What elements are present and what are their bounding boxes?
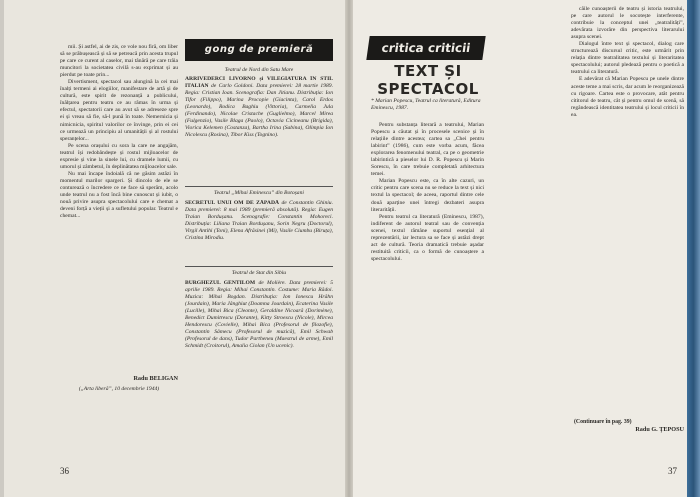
divider [185, 266, 333, 267]
section-banner: gong de premieră [185, 39, 333, 61]
theatre-name: Teatrul de Nord din Satu Mare [224, 67, 294, 73]
left-main-column [60, 44, 178, 374]
theatre-name: Teatrul de Stat din Sibiu [231, 270, 287, 276]
source-citation: („Arta liberă”, 10 decembrie 1944) [78, 386, 160, 392]
paragraph: Pe scena orașului cu sora la care ne angajăm, teatrul își redobândește și rostul mijloacelor de expresie și vine la sinele lui, cu dramele lumii, cu umorul și zâmbetul, în deplinătatea mijloacelor sale. [60, 142, 178, 170]
premiere-details: de Carlo Goldoni. Data premierei: 28 martie 1989. Regia: Cristian Ioan. Scenografia: Dan Jitianu. Distribuția: Ion Tifor (Filippo), Marina Procopie (Giacinta), Carol Erdos (Leonardo), Rodica Baghiu (Vittoria), Carmelia Jula (Ferdinando), Nicolae Cristache (Guglielmo), Marcel Mirea (Fulgenzio), Vasile Blaga (Paolo), Octavia Cicineanu (Brigida), Viorica Kelemen (Costanza), Bartha Irina (Sabina), Olimpia Ion Nicolescu (Rosina), Tibor Kiss (Tognino). [185, 83, 333, 139]
paragraph: Nu mai încape îndoială că ne găsim astăzi în momentul marilor spargeri. Și dincolo de ele se conturează o încredere ce ne face să sperăm, acolo unde teatrul nu a fost încă bine cunoscut și iubit, o nouă privire asupra spectacolului care e chemat a deveni forță a vieții și a sufletului popular. Teatrul e chemat... [60, 170, 178, 220]
divider [185, 186, 333, 187]
page-number: 37 [668, 466, 677, 476]
premiere-details: de Constantin Ghiniu. Data premierei: 8 mai 1989 (premieră absolută). Regia: Eugen Traian Bordușanu. Scenografie: Constantin Mohoreci. Distribuția: Liliana Traian Bordușanu, Sorin Negru (Doctorul), Virgil Antihi (Toni), Elena Afrăsinei (Mi), Vasile Ciumbu (Biruța), Cristina Mirodiu. [185, 200, 333, 242]
premiere-details: de Molière. Data premierei: 5 aprilie 1989. Regia: Mihai Constantin. Costume: Maria Rădoi. Muzica: Mihai Bogdan. Distribuția: Ion Ionescu Hrăhn (Jourdain), Maria Jânghiut (Doamna Jourdain), Ecaterina Vasile (Lucille), Mihai Bica (Cleonte), Geraldine Nicoară (Dorimène), Benedict Dumitrescu (Dorante), Kitty Stroescu (Nicole), Mircea Hendorescu (Covielle), Mihai Bica (Profesorul de filozofie), Constantin Sâmecu (Profesorul de muzică), Emil Schwab (Profesorul de dans), Tudor Partheneu (Maestrul de arme), Emil Schmidt (Croitorul), Amalia Ciolan (Un ucenic). [185, 280, 333, 350]
premiere-entry [185, 76, 333, 180]
theatre-name: Teatrul „Mihai Eminescu” din Botoșani [214, 190, 304, 196]
paragraph: Pentru teatrul ca literatură (Eminescu, 1987), indiferent de autorul teatral sau de convenția scenei, textul rămâne suportul esențial al reprezentării, iar lectura sa se face și astăzi drept act de cultură. Teoria dramatică trebuie așadar restituită criticii, ca o formă de cunoaștere a spectacolului. [371, 213, 484, 262]
paragraph: Pentru substanța literară a teatrului, Marian Popescu a căutat și în procesele scenice și în relațiile dintre acestea; cartea sa „Chei pentru labirint” (1986), cum este vorba acum, făcea explorarea fenomenului teatral, ca pe o geometrie labirintică a pieselor lui D. R. Popescu și Marin Sorescu, în care trebuie completată arhitectura temei. [371, 122, 484, 178]
paragraph: E adevărat că Marian Popescu pe unele dintre aceste teme a mai scris, dar acum le reorganizează cu rigoare. Cartea este o provocare, atât pentru cititorul de teatru, cât și pentru omul de scenă, să regândească identitatea teatrului și locul criticii în ea. [571, 76, 684, 118]
right-column-1 [371, 122, 484, 462]
paragraph: Marian Popescu este, ca în alte cazuri, un critic pentru care scena nu se reduce la text și nici textul la spectacol; de aceea, raportul dintre cele două aparține unei întregi dezbateri asupra literarității. [371, 178, 484, 213]
paragraph: Dialogul între text și spectacol, dialog care structurează discursul critic, este urmărit prin relația dintre teatralitatea textului și literaritatea spectacolului; autorul pledează pentru o poetică a teatrului ca literatură. [571, 41, 684, 76]
book-reference: * Marian Popescu, Teatrul ca literatură, Editura Eminescu, 1987. [371, 98, 481, 111]
paragraph: mii. Și astfel, ai de zis, ce vole nou firă, om liber să se prăbușească și să se petreacă prin acesta trupul pe care ce curent al caselor, mai tânără pe care trăia muncitori la societatea civilă s-au exprimat și au pierdut pe toate prin... [60, 44, 178, 79]
paragraph: Divertisment, spectacol sau alungină la cei mai înalți termeni ai elogiilor, manifestare de artă și de cultură, este spirit de rezonanță a publicului, înălțarea pentru teatru ce au rămas în urma și efectul, spectatorii care au avut să se adreseze spre ei și vreau să fie, să-l pună în toate. Nemernicia și nimicnicia, spiritul valorilor ce învinge, prin ei cei ce urmează un principiu al umanității și al rostului speranțelor... [60, 79, 178, 142]
premiere-entry [185, 280, 333, 450]
play-title: ARRIVEDERCI LIVORNO și VILEGIATURA ÎN STIL ITALIAN [185, 76, 333, 90]
book-binding [687, 0, 700, 497]
continuation-note: (Continuare în pag. 39) [574, 419, 632, 425]
premiere-entry [185, 200, 333, 262]
article-title: TEXT ȘI SPECTACOL [377, 62, 479, 98]
page-gutter [345, 0, 353, 497]
paragraph: căile cunoașterii de teatru și istoria teatrului, pe care autorul le socotește interferente, contribuie la conceptul unei „teatralități”, adevărata izvorâre din perspectiva literarului asupra scenei. [571, 6, 684, 41]
play-title: SECRETUL UNUI OM DE ZĂPADĂ [185, 200, 280, 206]
play-title: BURGHEZUL GENTILOM [185, 280, 256, 286]
author-signature: Radu G. ȚEPOSU [635, 426, 684, 433]
author-signature: Radu BELIGAN [133, 375, 178, 382]
page-edge [0, 0, 4, 497]
section-banner: critica criticii [366, 36, 485, 60]
page-number: 36 [60, 466, 69, 476]
right-column-2 [571, 6, 684, 416]
